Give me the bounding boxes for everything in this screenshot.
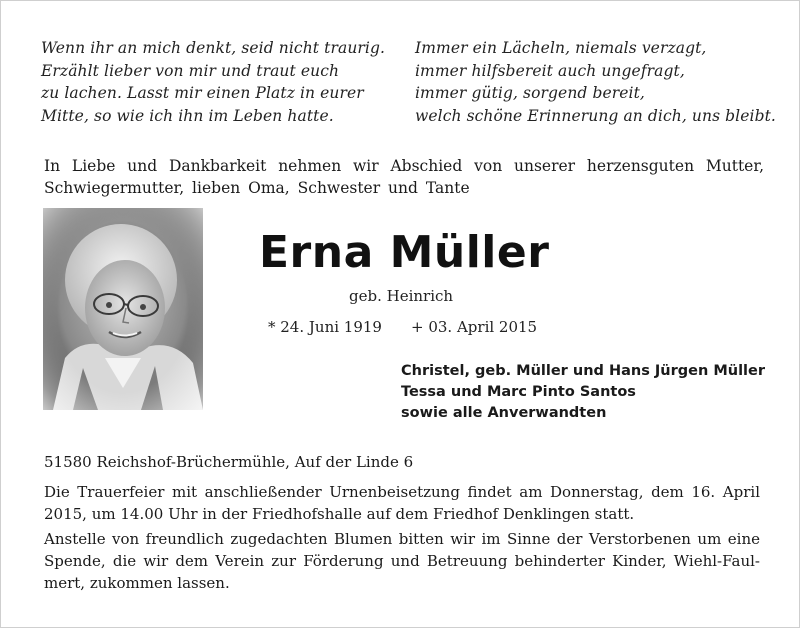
birth-name: geb. Heinrich	[349, 287, 454, 305]
donation-line: mert, zukommen lassen.	[44, 574, 230, 592]
poem-right-line: welch schöne Erinnerung an dich, uns bleibt.	[415, 106, 776, 125]
poem-right	[415, 37, 785, 127]
donation-line: Spende, die wir dem Verein zur Förderung und Betreuung behinderter Kinder, Wiehl-Faul-	[44, 552, 760, 570]
poem-left-line: Wenn ihr an mich denkt, seid nicht traurig.	[41, 39, 386, 57]
mourners-list	[401, 361, 765, 424]
intro-text	[44, 155, 764, 199]
funeral-line: Die Trauerfeier mit anschließender Urnenbeisetzung findet am Donnerstag, dem 16. April	[44, 483, 760, 501]
poem-left-line: Erzählt lieber von mir und traut euch	[41, 61, 340, 80]
poem-left-line: zu lachen. Lasst mir einen Platz in eurer	[41, 84, 364, 102]
poem-right-line: immer gütig, sorgend bereit,	[415, 84, 645, 102]
poem-right-line: Immer ein Lächeln, niemals verzagt,	[415, 39, 707, 57]
funeral-line: 2015, um 14.00 Uhr in der Friedhofshalle auf dem Friedhof Denklingen statt.	[44, 505, 635, 523]
death-date: + 03. April 2015	[411, 318, 538, 336]
mourner-line: sowie alle Anverwandten	[401, 405, 607, 421]
intro-line: Schwiegermutter, lieben Oma, Schwester und Tante	[44, 179, 470, 197]
poem-left-line: Mitte, so wie ich ihn im Leben hatte.	[41, 106, 334, 125]
portrait-photo	[43, 208, 203, 410]
intro-line: In Liebe und Dankbarkeit nehmen wir Abschied von unserer herzensguten Mutter,	[44, 157, 764, 175]
poem-right-line: immer hilfsbereit auch ungefragt,	[415, 61, 685, 80]
poem-left	[41, 37, 391, 127]
mourner-line: Christel, geb. Müller und Hans Jürgen Müller	[401, 363, 766, 379]
family-address: 51580 Reichshof-Brüchermühle, Auf der Linde 6	[44, 453, 414, 471]
deceased-name: Erna Müller	[259, 227, 550, 278]
donation-line: Anstelle von freundlich zugedachten Blumen bitten wir im Sinne der Verstorbenen um eine	[44, 530, 760, 548]
donation-info	[44, 528, 760, 594]
mourner-line: Tessa und Marc Pinto Santos	[401, 384, 636, 400]
funeral-info	[44, 481, 760, 525]
birth-date: * 24. Juni 1919	[268, 318, 382, 336]
